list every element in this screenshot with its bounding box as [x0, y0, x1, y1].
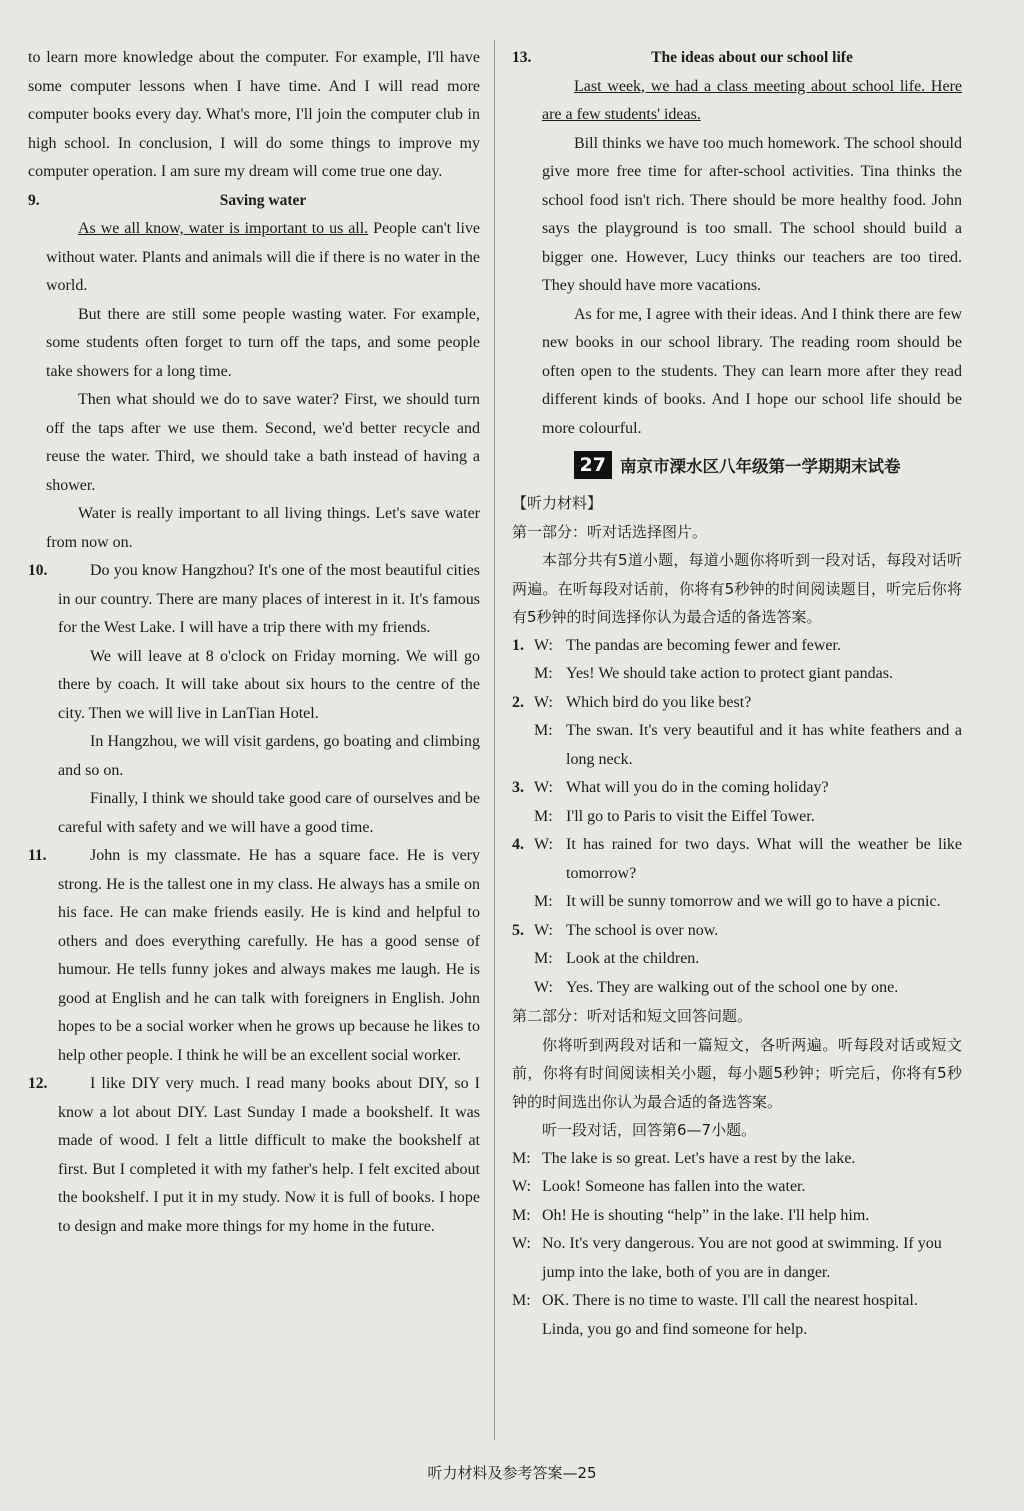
line-text: Yes. They are walking out of the school one by one. [566, 978, 899, 996]
listening-header: 【听力材料】 [512, 494, 603, 512]
paragraph: Bill thinks we have too much homework. The school should give more free time for after-school activities. Tina thinks the school food isn't rich. There should be more healthy food. John says the playground is too small. The school should build a bigger one. However, Lucy thinks our teachers are too tired. They should have more vacations. [542, 134, 962, 294]
speaker: W: [534, 693, 553, 711]
speaker: M: [534, 665, 553, 682]
dialogue-line [512, 974, 962, 1003]
speaker: W: [534, 636, 553, 654]
line-text: What will you do in the coming holiday? [566, 779, 829, 796]
speaker: W: [534, 779, 553, 796]
dialogue-line [512, 689, 962, 718]
dialogue-line [512, 632, 962, 661]
dialogue-line [512, 1202, 962, 1231]
paragraph: Water is really important to all living things. Let's save water from now on. [46, 505, 480, 551]
paragraph: to learn more knowledge about the computer. For example, I'll have some computer lessons when I have time. And I will read more computer books every day. What's more, I'll join the computer club in high school. In conclusion, I will do some things to improve my computer operation. I am sure my dream will come true one day. [28, 49, 480, 180]
dialogue-line [512, 945, 962, 974]
line-text: Oh! He is shouting “help” in the lake. I'll help him. [542, 1206, 870, 1224]
part2-title: 第二部分：听对话和短文回答问题。 [512, 1007, 753, 1025]
line-text: No. It's very dangerous. You are not good at swimming. If you jump into the lake, both of you are in danger. [542, 1235, 942, 1281]
speaker: M: [512, 1149, 531, 1167]
item-8-continued [28, 44, 480, 187]
dialogue-line [512, 917, 962, 946]
paragraph: As for me, I agree with their ideas. And I think there are few new books in our school library. The reading room should be often open to the students. They can learn more after they read different kinds of books. And I hope our school life should be more colourful. [542, 305, 962, 437]
paragraph [46, 215, 480, 301]
test-heading [512, 447, 962, 483]
paragraph: I like DIY very much. I read many books about DIY, so I know a lot about DIY. Last Sunday I made a bookshelf. It was made of wood. I felt a little difficult to make the bookshelf at first. But I completed it with my father's help. I felt excited about the bookshelf. I put it in my study. Now it is full of books. I hope to design and make more things for my home in the future. [58, 1075, 480, 1235]
item-number: 9. [28, 191, 40, 209]
dialogue-line [512, 1287, 962, 1344]
paragraph: Then what should we do to save water? First, we should turn off the taps after we use them. Second, we'd better recycle and reuse the water. Third, we should take a bath instead of having a shower. [46, 391, 480, 494]
question-number: 5. [512, 921, 524, 939]
line-text: The pandas are becoming fewer and fewer. [566, 636, 841, 654]
line-text: Look at the children. [566, 950, 700, 967]
line-text: OK. There is no time to waste. I'll call the nearest hospital. Linda, you go and find someone for help. [542, 1292, 918, 1338]
question-number: 4. [512, 836, 524, 853]
test-title: 南京市溧水区八年级第一学期期末试卷 [619, 457, 901, 476]
speaker: W: [512, 1178, 531, 1195]
dialogue-line [512, 888, 962, 917]
paragraph: Finally, I think we should take good care of ourselves and be careful with safety and we will have a good time. [58, 790, 480, 836]
dialogue-line [512, 1173, 962, 1202]
sentence: People can't live without water. Plants and animals will die if there is no water in the world. [46, 220, 480, 294]
part1-intro: 本部分共有5道小题，每道小题你将听到一段对话，每段对话听两遍。在听每段对话前，你将有5秒钟的时间阅读题目，听完后你将有5秒钟的时间选择你认为最合适的备选答案。 [512, 551, 962, 626]
underlined-sentence: As we all know, water is important to us all. [78, 220, 369, 237]
line-text: The lake is so great. Let's have a rest by the lake. [542, 1149, 856, 1167]
paragraph: In Hangzhou, we will visit gardens, go boating and climbing and so on. [58, 733, 480, 779]
line-text: It has rained for two days. What will the weather be like tomorrow? [566, 836, 962, 882]
page-footer: 听力材料及参考答案—25 [427, 1464, 597, 1482]
speaker: W: [534, 921, 553, 939]
essay-title: The ideas about our school life [651, 49, 853, 66]
speaker: M: [512, 1206, 531, 1224]
item-13 [512, 44, 962, 443]
dialogue-line [512, 1145, 962, 1174]
item-number: 11. [28, 847, 47, 864]
paragraph: Do you know Hangzhou? It's one of the most beautiful cities in our country. There are many places of interest in it. It's famous for the West Lake. I will have a trip there with my friends. [58, 562, 480, 636]
dialogue-line [512, 1230, 962, 1287]
speaker: W: [534, 836, 553, 853]
speaker: M: [534, 807, 553, 825]
paragraph [542, 73, 962, 130]
underlined-sentence: Last week, we had a class meeting about school life. Here are a few students' ideas. [542, 77, 962, 123]
paragraph: But there are still some people wasting water. For example, some students often forget to turn off the taps, and some people take showers for a long time. [46, 305, 480, 380]
dialogue-line [512, 803, 962, 832]
speaker: M: [534, 950, 553, 967]
question-number: 1. [512, 636, 524, 654]
dialogue-6-7 [512, 1145, 962, 1345]
line-text: Yes! We should take action to protect giant pandas. [566, 665, 893, 682]
right-column [512, 44, 962, 1344]
item-9 [28, 187, 480, 558]
line-text: I'll go to Paris to visit the Eiffel Tower. [566, 807, 815, 825]
dialogue-line [512, 774, 962, 803]
paragraph: We will leave at 8 o'clock on Friday morning. We will go there by coach. It will take about six hours to the centre of the city. Then we will live in LanTian Hotel. [58, 647, 480, 722]
column-divider [494, 40, 495, 1440]
dialogue-line [512, 660, 962, 689]
part1-title: 第一部分：听对话选择图片。 [512, 522, 708, 541]
item-number: 12. [28, 1075, 48, 1092]
question-number: 2. [512, 693, 524, 711]
item-12 [28, 1070, 480, 1241]
essay-title: Saving water [219, 191, 307, 209]
speaker: M: [534, 722, 553, 739]
listening-dialogues [512, 632, 962, 1003]
item-number: 13. [512, 49, 532, 66]
line-text: The school is over now. [566, 921, 719, 939]
line-text: It will be sunny tomorrow and we will go to have a picnic. [566, 893, 941, 910]
item-number: 10. [28, 562, 48, 579]
line-text: Which bird do you like best? [566, 693, 752, 711]
line-text: Look! Someone has fallen into the water. [542, 1178, 806, 1195]
speaker: M: [534, 893, 553, 910]
dialogue-line [512, 831, 962, 888]
part2-intro: 你将听到两段对话和一篇短文，各听两遍。听每段对话或短文前，你将有时间阅读相关小题，每小题5秒钟；听完后，你将有5秒钟的时间选出你认为最合适的备选答案。 [512, 1035, 962, 1111]
paragraph: John is my classmate. He has a square face. He is very strong. He is the tallest one in my class. He always has a smile on his face. He can make friends easily. He is kind and helpful to others and does everything carefully. He has a good sense of humour. He tells funny jokes and always makes me laugh. He is good at English and he can talk with foreigners in English. John hopes to be a social worker when he grows up because he likes to help other people. I think he will be an excellent social worker. [58, 847, 480, 1064]
test-number-badge: 27 [574, 451, 612, 479]
left-column [28, 44, 480, 1241]
part2-subheading: 听一段对话，回答第6—7小题。 [542, 1121, 757, 1139]
speaker: W: [534, 978, 553, 996]
item-11 [28, 842, 480, 1070]
line-text: The swan. It's very beautiful and it has white feathers and a long neck. [566, 722, 962, 768]
question-number: 3. [512, 779, 524, 796]
speaker: M: [512, 1292, 531, 1309]
dialogue-line [512, 717, 962, 774]
speaker: W: [512, 1235, 531, 1252]
item-10 [28, 557, 480, 842]
